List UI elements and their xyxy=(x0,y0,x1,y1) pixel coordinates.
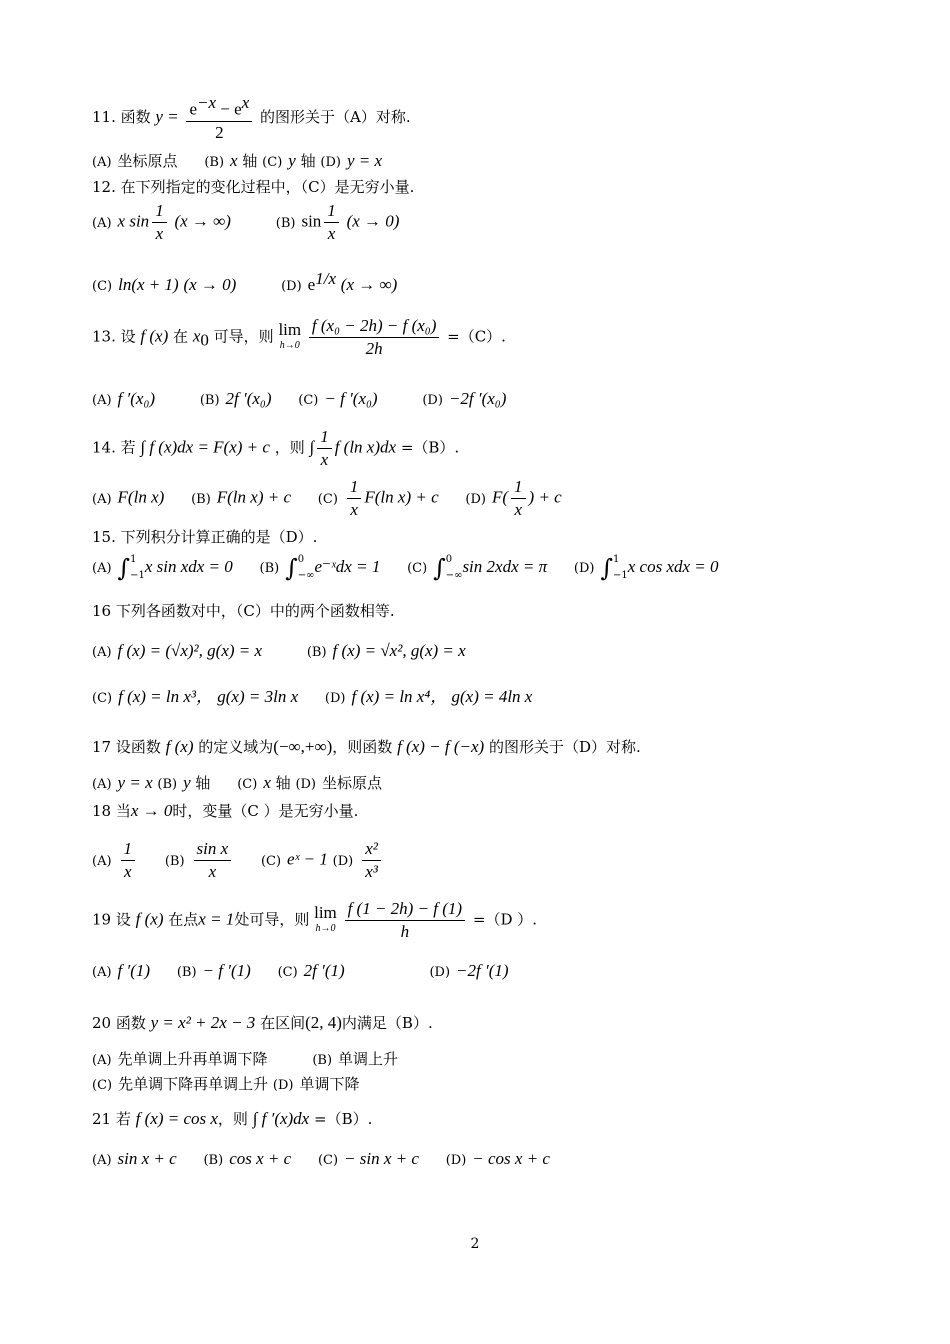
q13-opt-d: −2f ′(x₀) xyxy=(448,389,507,408)
q21-int: ∫ f ′(x)dx xyxy=(252,1109,310,1128)
q14-opt-c-den: x xyxy=(350,500,358,519)
q12-stem: 12. 在下列指定的变化过程中，（C）是无穷小量. xyxy=(92,178,415,196)
q19-num: f (1 − 2h) − f (1) xyxy=(345,898,466,921)
q15-opt-d: x cos xdx = 0 xyxy=(627,557,719,576)
q13-x0: x xyxy=(192,326,201,346)
q11-exp2: x xyxy=(241,93,250,112)
q18-opt-a-num: 1 xyxy=(121,838,136,861)
q12-opt-a-cond: (x → ∞) xyxy=(174,211,231,231)
q11-y: y = xyxy=(155,106,179,126)
question-15 xyxy=(92,526,317,548)
q18-opt-c-label: (C) xyxy=(260,853,282,869)
q13-lim-sub: h→0 xyxy=(279,339,300,351)
q14-opt-c-label: (C) xyxy=(317,491,338,507)
q21-opt-c-label: (C) xyxy=(317,1153,339,1168)
q18-stem: 18 当 xyxy=(92,802,131,820)
q13-opt-b: 2f ′(x₀) xyxy=(225,389,272,408)
q11-opt-c-label: (C) xyxy=(262,155,283,170)
q14-opt-c-num: 1 xyxy=(347,476,362,499)
q11-opt-d-label: (D) xyxy=(320,155,341,170)
q19-diff: 处可导，则 xyxy=(234,910,310,929)
page-number: 2 xyxy=(470,1236,480,1252)
q12-opt-c-cond: (x → 0) xyxy=(183,275,237,294)
question-20 xyxy=(92,1012,433,1034)
q19-stem: 19 设 xyxy=(92,910,131,929)
q19-opt-c: 2f ′(1) xyxy=(303,961,345,980)
question-11 xyxy=(92,92,411,144)
q12-opt-b-label: (B) xyxy=(275,215,296,231)
q13-fraction xyxy=(309,315,439,360)
q21-expr: f (x) = cos x xyxy=(135,1109,218,1128)
q17-expr: f (x) − f (−x) xyxy=(397,737,485,756)
q19-fx: f (x) xyxy=(135,909,164,929)
q15-opt-c-lo: −∞ xyxy=(445,570,463,581)
q11-stem: 11. 函数 xyxy=(92,107,151,126)
q12-opt-a-num: 1 xyxy=(152,200,167,223)
q11-minus: − e xyxy=(216,99,242,119)
q15-opt-c-label: (C) xyxy=(407,561,428,576)
q15-opt-b-label: (B) xyxy=(259,561,280,576)
q11-opt-a: 坐标原点 xyxy=(117,152,178,170)
q14-opt-b-label: (B) xyxy=(191,491,211,507)
q14-opt-b: F(ln x) + c xyxy=(216,487,292,507)
q20-opt-d-label: (D) xyxy=(272,1078,294,1093)
q14-opt-d-den: x xyxy=(514,500,523,519)
q16-stem: 16 下列各函数对中，（C）中的两个函数相等. xyxy=(92,602,395,620)
q17-opt-c-label: (C) xyxy=(237,777,258,792)
q13-opt-b-label: (B) xyxy=(199,393,220,408)
q21-opt-c: − sin x + c xyxy=(344,1149,419,1168)
q18-opt-a-den: x xyxy=(124,862,132,881)
q13-x0-sub: 0 xyxy=(200,330,209,350)
question-19 xyxy=(92,898,537,943)
q18-opt-d-num: x² xyxy=(362,838,381,861)
q16-opt-b: f (x) = √x², g(x) = x xyxy=(332,641,466,660)
q13-den: 2h xyxy=(365,339,383,358)
q17-ans: 的图形关于（D）对称. xyxy=(488,738,641,756)
q17-stem: 17 设函数 xyxy=(92,738,161,756)
q20-opt-a-label: (A) xyxy=(92,1053,112,1068)
question-13 xyxy=(92,315,506,360)
q19-opt-b-label: (B) xyxy=(176,965,197,980)
q19-pt: x = 1 xyxy=(198,909,235,929)
q13-lim xyxy=(278,319,302,354)
q16-opt-b-label: (B) xyxy=(306,645,327,660)
q16-opt-d: f (x) = ln x⁴， g(x) = 4ln x xyxy=(351,687,533,706)
q21-opt-a-label: (A) xyxy=(92,1153,112,1168)
q12-opt-b-num: 1 xyxy=(324,200,339,223)
q15-options: (A) ∫ 1 −1 x sin xdx = 0 (B) ∫ 0 −∞ e⁻ˣdx = 1 (C) ∫ 0 −∞ sin 2xdx = π (D) ∫ 1 −1 x cos xdx = 0 xyxy=(92,554,719,582)
q21-then: ，则 xyxy=(217,1110,248,1128)
q19-opt-d-label: (D) xyxy=(429,965,451,980)
q16-opt-c: f (x) = ln x³， g(x) = 3ln x xyxy=(118,687,299,706)
q17-range: (−∞,+∞) xyxy=(273,737,333,756)
q20-opt-c: 先单调下降再单调上升 xyxy=(118,1075,269,1093)
q19-fraction xyxy=(345,898,466,943)
q17-opt-c-suffix: 轴 xyxy=(275,774,291,792)
q11-opt-d: y = x xyxy=(346,151,383,170)
q18-opt-d-den: x³ xyxy=(365,862,378,881)
q19-lim xyxy=(314,902,337,937)
question-12 xyxy=(92,176,414,198)
q19-opt-a-label: (A) xyxy=(92,965,112,980)
q15-opt-a-lo: −1 xyxy=(130,570,145,581)
q16-opt-a: f (x) = (√x)², g(x) = x xyxy=(117,641,263,660)
q18-opt-d-label: (D) xyxy=(332,853,354,869)
q20-expr: y = x² + 2x − 3 xyxy=(150,1013,256,1032)
q17-options xyxy=(92,772,382,796)
q17-opt-a-label: (A) xyxy=(92,777,112,792)
q15-opt-d-label: (D) xyxy=(573,561,595,576)
q14-opt-d-pre: F( xyxy=(492,487,509,507)
q12-opt-d-exp: 1/x xyxy=(315,269,336,288)
q17-opt-a: y = x xyxy=(117,773,153,792)
q20-opt-d: 单调下降 xyxy=(299,1075,360,1093)
q13-opt-d-label: (D) xyxy=(422,393,443,408)
q14-num: 1 xyxy=(317,426,332,449)
q19-opt-a: f ′(1) xyxy=(117,961,151,980)
q15-opt-c: sin 2xdx = π xyxy=(462,557,548,576)
question-21 xyxy=(92,1108,372,1130)
q15-opt-a-label: (A) xyxy=(92,561,112,576)
q19-options xyxy=(92,960,509,984)
q18-options xyxy=(92,838,384,883)
q19-opt-d: −2f ′(1) xyxy=(456,961,509,980)
q11-opt-a-label: (A) xyxy=(92,155,112,170)
q12-options-cd xyxy=(92,268,397,298)
q18-cond: x → 0 xyxy=(130,801,173,820)
q14-opt-c: F(ln x) + c xyxy=(364,487,439,507)
q20-opt-b: 单调上升 xyxy=(338,1050,399,1068)
q12-opt-a-label: (A) xyxy=(92,215,112,231)
q17-opt-b-label: (B) xyxy=(157,777,178,792)
q17-opt-b-suffix: 轴 xyxy=(195,774,211,792)
q12-opt-d-cond: (x → ∞) xyxy=(340,275,398,294)
q18-opt-b-num: sin x xyxy=(194,838,232,861)
question-17 xyxy=(92,736,641,758)
q11-opt-b: x xyxy=(230,151,238,170)
q17-opt-d: 坐标原点 xyxy=(322,774,383,792)
q21-opt-b-label: (B) xyxy=(203,1153,224,1168)
q15-opt-c-up: 0 xyxy=(445,554,453,565)
q12-options-ab xyxy=(92,200,399,245)
q19-lim-sub: h→0 xyxy=(315,922,336,934)
q13-opt-c-label: (C) xyxy=(298,393,319,408)
q18-opt-a-label: (A) xyxy=(92,853,112,869)
q16-opt-c-label: (C) xyxy=(92,691,113,706)
q14-stem: 14. 若 xyxy=(92,438,136,457)
q11-num-e: e xyxy=(189,99,198,119)
q11-fraction xyxy=(186,92,252,144)
q14-opt-a: F(ln x) xyxy=(117,487,165,507)
q20-stem: 20 函数 xyxy=(92,1014,146,1032)
q15-opt-d-lo: −1 xyxy=(612,570,628,581)
q11-opt-b-label: (B) xyxy=(204,155,225,170)
q21-opt-d: − cos x + c xyxy=(472,1149,550,1168)
q21-opt-b: cos x + c xyxy=(229,1149,292,1168)
q16-opt-d-label: (D) xyxy=(324,691,346,706)
q13-stem: 13. 设 xyxy=(92,327,136,346)
q14-int2-sign: ∫ xyxy=(309,437,315,457)
q20-interval: (2, 4) xyxy=(305,1013,342,1032)
q20-options-cd xyxy=(92,1073,359,1097)
q14-int2-body: f (ln x)dx xyxy=(334,437,397,457)
q13-num: f (x₀ − 2h) − f (x₀) xyxy=(309,315,439,338)
q14-then: ，则 xyxy=(274,438,305,457)
q18-ans: 时，变量（C ）是无穷小量. xyxy=(172,802,359,820)
q15-opt-a: x sin xdx = 0 xyxy=(144,557,233,576)
q11-opt-c: y xyxy=(288,151,296,170)
q13-opt-c: − f ′(x₀) xyxy=(324,389,378,408)
q13-opt-a-label: (A) xyxy=(92,393,112,408)
q12-opt-a-den: x xyxy=(155,224,164,243)
q15-opt-b-up: 0 xyxy=(297,554,305,565)
q21-options xyxy=(92,1148,550,1172)
q13-ans: =（C）. xyxy=(447,327,506,346)
q11-opt-b-suffix: 轴 xyxy=(242,152,258,170)
q20-ans: 内满足（B）. xyxy=(341,1014,433,1032)
q20-opt-b-label: (B) xyxy=(312,1053,333,1068)
q11-exp1: −x xyxy=(197,93,217,112)
q16-opt-a-label: (A) xyxy=(92,645,112,660)
q15-opt-b-lo: −∞ xyxy=(297,570,315,581)
q20-opt-c-label: (C) xyxy=(92,1078,113,1093)
q19-ans: =（D ）. xyxy=(472,910,538,929)
q15-opt-d-up: 1 xyxy=(612,554,620,565)
q13-opt-a: f ′(x₀) xyxy=(117,389,156,408)
q12-opt-d-base: e xyxy=(307,275,316,294)
q14-opt-d-post: ) + c xyxy=(528,487,562,507)
q19-den: h xyxy=(400,922,410,941)
q18-opt-b-label: (B) xyxy=(164,853,185,869)
question-16 xyxy=(92,600,395,622)
q20-in: 在区间 xyxy=(260,1014,306,1032)
q17-opt-d-label: (D) xyxy=(295,777,317,792)
q19-lim-text: lim xyxy=(314,902,337,922)
question-14 xyxy=(92,426,459,471)
q11-den: 2 xyxy=(215,122,224,142)
q19-opt-b: − f ′(1) xyxy=(202,961,251,980)
q12-opt-d-label: (D) xyxy=(281,279,302,294)
q21-opt-d-label: (D) xyxy=(445,1153,467,1168)
q12-opt-a-pre: x sin xyxy=(117,211,150,231)
q15-stem: 15. 下列积分计算正确的是（D）. xyxy=(92,528,318,546)
q12-opt-b-cond: (x → 0) xyxy=(346,211,400,231)
q21-ans: =（B）. xyxy=(314,1110,373,1128)
q17-dom: 的定义域为 xyxy=(198,738,274,756)
q21-opt-a: sin x + c xyxy=(117,1149,177,1168)
q14-options xyxy=(92,476,562,521)
q11-after: 的图形关于（A）对称. xyxy=(260,107,411,126)
q20-opt-a: 先单调上升再单调下降 xyxy=(117,1050,268,1068)
question-18 xyxy=(92,800,358,822)
q14-den: x xyxy=(320,450,329,469)
q12-opt-c-label: (C) xyxy=(92,279,113,294)
q12-opt-b-den: x xyxy=(327,224,336,243)
q18-opt-c: eˣ − 1 xyxy=(287,849,328,869)
q19-at: 在点 xyxy=(168,910,199,929)
q14-int1: ∫ f (x)dx = F(x) + c xyxy=(140,437,270,457)
q13-at: 在 xyxy=(173,327,189,346)
q21-stem: 21 若 xyxy=(92,1110,131,1128)
q14-ans: =（B）. xyxy=(400,438,460,457)
q14-opt-a-label: (A) xyxy=(92,491,112,507)
q17-fx: f (x) xyxy=(165,737,194,756)
q13-fx: f (x) xyxy=(140,326,169,346)
q16-options-cd xyxy=(92,686,532,710)
q15-opt-a-up: 1 xyxy=(130,554,137,565)
q17-opt-c: x xyxy=(263,773,271,792)
q13-lim-text: lim xyxy=(278,319,302,339)
q11-options xyxy=(92,150,382,174)
q14-opt-d-label: (D) xyxy=(465,491,486,507)
q15-opt-b: e⁻ˣdx = 1 xyxy=(314,557,381,576)
q17-then: ，则函数 xyxy=(332,738,393,756)
q11-opt-c-suffix: 轴 xyxy=(300,152,316,170)
q16-options-ab xyxy=(92,640,466,664)
q12-opt-b-pre: sin xyxy=(301,211,322,231)
q13-options xyxy=(92,388,506,412)
q20-options-ab xyxy=(92,1048,398,1072)
q14-opt-d-num: 1 xyxy=(511,476,526,499)
q13-diff: 可导，则 xyxy=(213,327,274,346)
q19-opt-c-label: (C) xyxy=(277,965,298,980)
q12-opt-c: ln(x + 1) xyxy=(118,275,179,294)
q18-opt-b-den: x xyxy=(208,862,217,881)
q17-opt-b: y xyxy=(183,773,191,792)
